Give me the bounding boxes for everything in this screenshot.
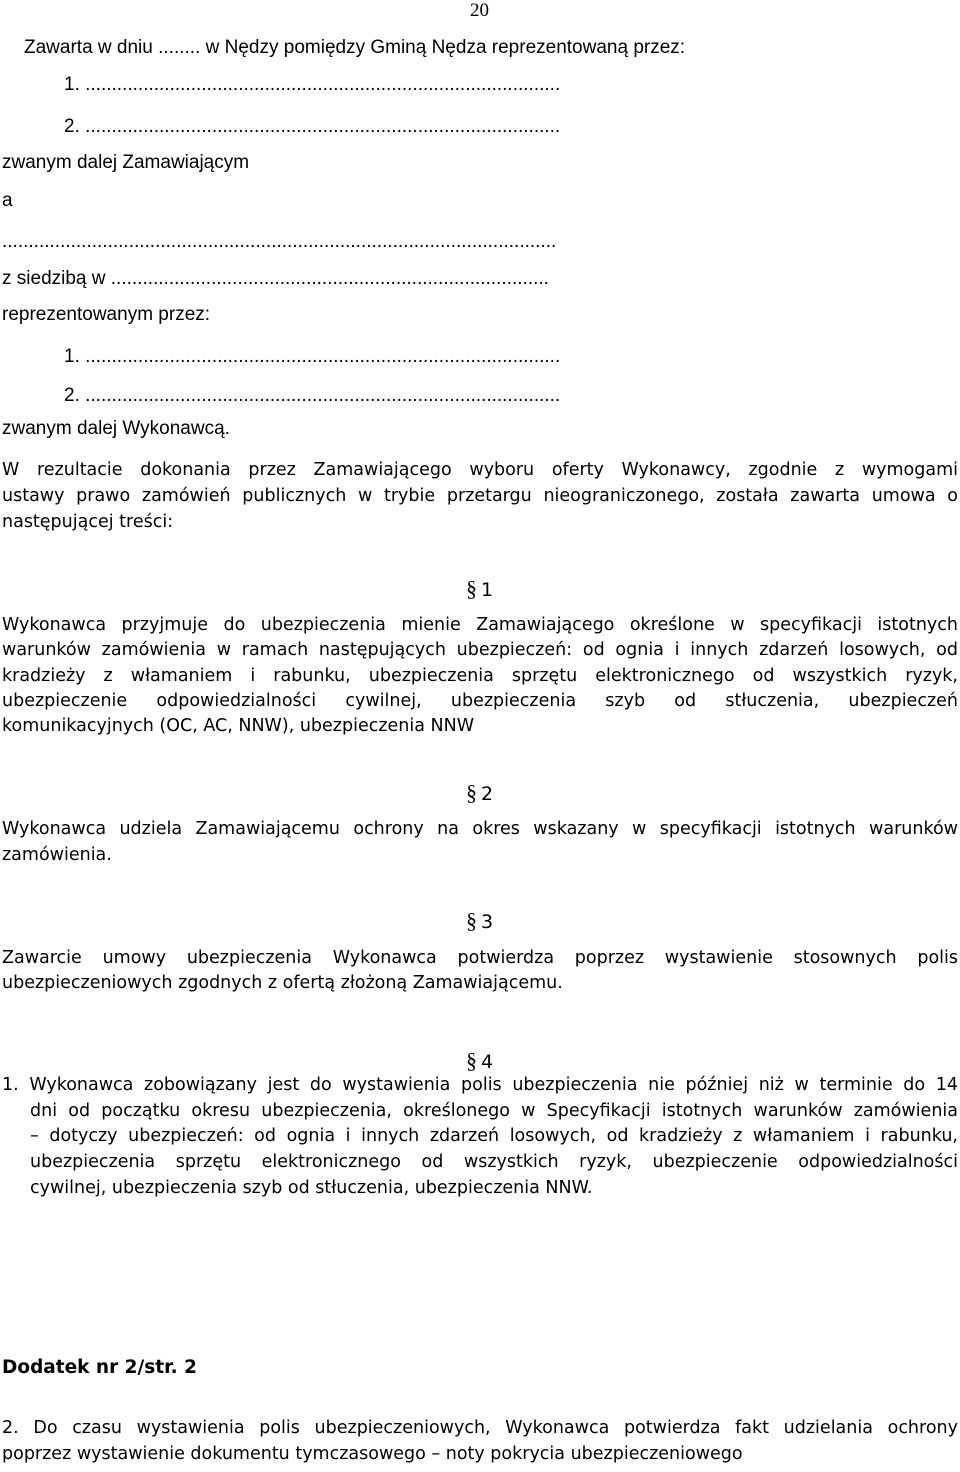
section-1-line: warunków zamówienia w ramach następujących ubezpieczeń: od ognia i innych zdarzeń losowych, od [2, 640, 958, 660]
conjunction-a: a [2, 190, 13, 211]
contractor-seat-line: z siedzibą w ................................................................................... [2, 268, 549, 289]
section-4-line: – dotyczy ubezpieczeń: od ognia i innych zdarzeń losowych, od kradzieży z włamaniem i rabunku, [30, 1126, 958, 1146]
section-number: 2 [481, 783, 494, 805]
section-4-line: dni od początku okresu ubezpieczenia, określonego w Specyfikacji istotnych warunków zamówienia [30, 1101, 958, 1121]
contractor-name-line: ......................................................................................................... [2, 231, 557, 252]
section-number: 3 [481, 911, 494, 933]
section-3-line: Zawarcie umowy ubezpieczenia Wykonawca potwierdza poprzez wystawienie stosownych polis [2, 948, 958, 968]
section-1-line: Wykonawca przyjmuje do ubezpieczenia mienie Zamawiającego określone w specyfikacji istotnych [2, 615, 958, 635]
paragraph-sign: § [466, 576, 477, 601]
contract-date-line: Zawarta w dniu ........ w Nędzy pomiędzy Gminą Nędza reprezentowaną przez: [24, 37, 686, 58]
section-number: 4 [481, 1051, 494, 1073]
intro-line: ustawy prawo zamówień publicznych w trybie przetargu nieograniczonego, została zawarta umowa o [2, 486, 958, 506]
ordering-rep-1: 1. .......................................................................................... [64, 74, 561, 95]
section-4-line: 1. Wykonawca zobowiązany jest do wystawienia polis ubezpieczenia nie później niż w terminie do 14 [2, 1075, 958, 1095]
section-4-line: ubezpieczenia sprzętu elektronicznego od wszystkich ryzyk, ubezpieczenie odpowiedzialności [30, 1152, 958, 1172]
ordering-rep-2: 2. .......................................................................................... [64, 116, 561, 137]
section-2-heading [466, 780, 493, 806]
intro-line: następującej treści: [2, 512, 174, 532]
paragraph-sign: § [466, 1048, 477, 1073]
paragraph-sign: § [466, 780, 477, 805]
section-2-line: zamówienia. [2, 845, 112, 865]
appendix-label: Dodatek nr 2/str. 2 [2, 1357, 197, 1378]
section-4-heading [466, 1048, 493, 1074]
ordering-party-label: zwanym dalej Zamawiającym [2, 152, 250, 173]
section-1-line: ubezpieczenie odpowiedzialności cywilnej, ubezpieczenia szyb od stłuczenia, ubezpieczeń [2, 691, 958, 711]
contractor-label: zwanym dalej Wykonawcą. [2, 418, 230, 439]
footer-line: poprzez wystawienie dokumentu tymczasowego – noty pokrycia ubezpieczeniowego [2, 1444, 743, 1464]
section-1-line: kradzieży z włamaniem i rabunku, ubezpieczenia sprzętu elektronicznego od wszystkich ryzyk, [2, 666, 958, 686]
section-3-line: ubezpieczeniowych zgodnych z ofertą złożoną Zamawiającemu. [2, 973, 563, 993]
page-number: 20 [470, 0, 489, 21]
section-4-line: cywilnej, ubezpieczenia szyb od stłuczenia, ubezpieczenia NNW. [30, 1178, 593, 1198]
intro-line: W rezultacie dokonania przez Zamawiającego wyboru oferty Wykonawcy, zgodnie z wymogami [2, 460, 958, 480]
section-1-line: komunikacyjnych (OC, AC, NNW), ubezpieczenia NNW [2, 716, 475, 736]
contractor-rep-2: 2. .......................................................................................... [64, 385, 561, 406]
paragraph-sign: § [466, 908, 477, 933]
section-1-heading [466, 576, 493, 602]
section-2-line: Wykonawca udziela Zamawiającemu ochrony na okres wskazany w specyfikacji istotnych warunków [2, 819, 958, 839]
section-3-heading [466, 908, 493, 934]
section-number: 1 [481, 579, 494, 601]
footer-line: 2. Do czasu wystawienia polis ubezpieczeniowych, Wykonawca potwierdza fakt udzielania ochrony [2, 1418, 958, 1438]
contractor-rep-1: 1. .......................................................................................... [64, 346, 561, 367]
contractor-rep-label: reprezentowanym przez: [2, 304, 211, 325]
